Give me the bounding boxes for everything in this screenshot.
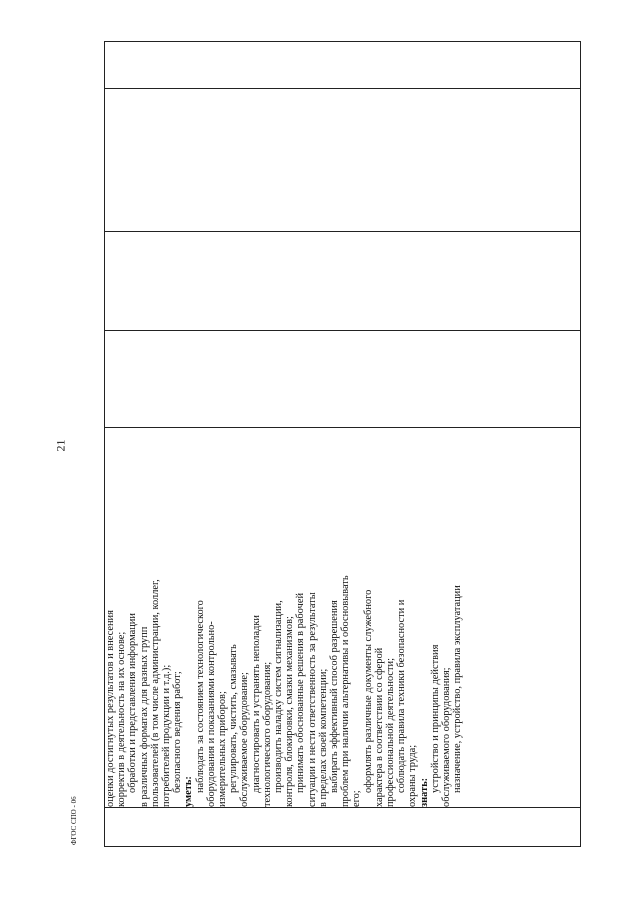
table-cell-empty (105, 232, 581, 331)
table-cell-empty (105, 42, 581, 89)
text-line: устройство и принципы действия (429, 644, 441, 793)
text-line: принимать обоснованные решения в рабочей (295, 593, 307, 793)
text-line: контроля, блокировки, смазки механизмов; (284, 616, 296, 807)
requirements-text (105, 428, 464, 807)
text-line: производить наладку систем сигнализации, (273, 600, 285, 793)
text-line: обслуживаемое оборудование; (239, 672, 251, 807)
table-cell-empty (105, 331, 581, 428)
text-line: диагностировать и устранять неполадки (250, 615, 262, 793)
competency-table (104, 41, 581, 847)
footer-code: ФГОС СПО - 06 (70, 796, 78, 845)
text-line: оценки достигнутых результатов и внесения (105, 610, 116, 807)
text-line: измерительных приборов; (217, 691, 229, 807)
text-line: регулировать, чистить, смазывать (228, 644, 240, 793)
text-line: назначение, устройство, правила эксплуатации (452, 585, 464, 793)
text-line: в пределах своей компетенции; (317, 668, 329, 807)
text-line: оборудования и показаниями контрольно- (205, 621, 217, 807)
table-cell-requirements (105, 428, 581, 808)
text-line: корректив в деятельность на их основе; (116, 631, 128, 807)
text-line: оформлять различные документы служебного (362, 589, 374, 793)
text-line: технологического оборудования; (261, 661, 273, 807)
text-line: безопасного ведения работ; (172, 671, 184, 793)
table-cell-index (105, 808, 581, 847)
text-line: в различных форматах для разных групп (138, 626, 150, 807)
section-heading: знать: (418, 777, 430, 807)
text-line: потребителей продукции и т.д.); (161, 664, 173, 807)
text-line: выбирать эффективный способ разрешения (329, 600, 341, 793)
section-heading: уметь: (183, 776, 195, 807)
rotated-table-wrapper (104, 42, 581, 847)
text-line: обработки и представления информации (127, 613, 139, 793)
text-line: характера в соответствии со сферой (373, 647, 385, 807)
text-line: ситуации и нести ответственность за результаты (306, 592, 318, 807)
table-cell-empty (105, 89, 581, 232)
text-line: профессиональной деятельности; (385, 657, 397, 807)
page-number: 21 (53, 439, 68, 452)
text-line: наблюдать за состоянием технологического (194, 600, 206, 793)
text-line: обслуживаемого оборудования; (441, 667, 453, 807)
text-line: охраны труда; (407, 744, 419, 807)
text-line: его; (351, 790, 363, 807)
text-line: проблем при наличии альтернативы и обосновывать (340, 575, 352, 807)
text-line: пользователей (в том числе администрации, коллег, (149, 579, 161, 807)
text-line: соблюдать правила техники безопасности и (396, 599, 408, 793)
